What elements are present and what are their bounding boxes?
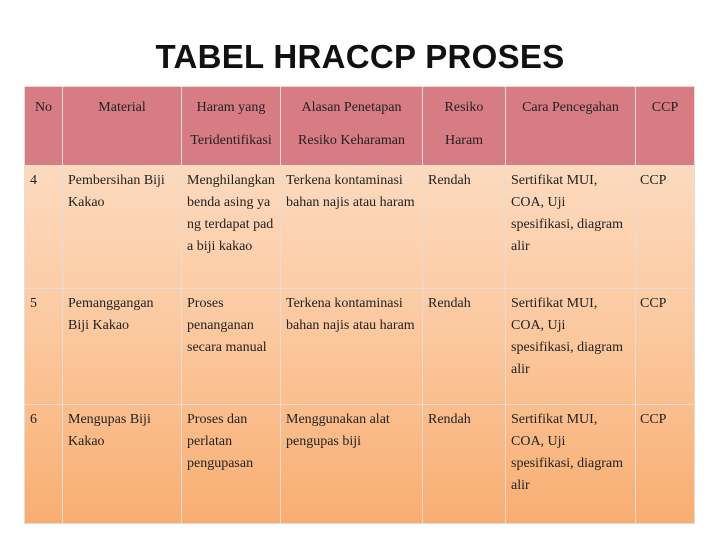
cell-no: 6 bbox=[25, 404, 63, 523]
cell-ccp: CCP bbox=[636, 289, 695, 404]
cell-haram-text: Menghilangkan benda asing yang terdapat pada biji kakao bbox=[187, 173, 275, 254]
header-material-label: Material bbox=[98, 100, 146, 115]
cell-no: 4 bbox=[25, 166, 63, 289]
cell-resiko: Rendah bbox=[423, 404, 506, 523]
header-cara bbox=[506, 87, 636, 166]
header-material bbox=[63, 87, 182, 166]
cell-material: Mengupas Biji Kakao bbox=[63, 404, 182, 523]
cell-no: 5 bbox=[25, 289, 63, 404]
table-row bbox=[25, 166, 695, 289]
header-resiko-line2: Haram bbox=[444, 133, 484, 148]
cell-alasan: Terkena kontaminasi bahan najis atau haram bbox=[281, 166, 423, 289]
header-alasan bbox=[281, 87, 423, 166]
header-haram-line1: Haram yang bbox=[196, 100, 266, 115]
header-ccp bbox=[636, 87, 695, 166]
header-haram bbox=[182, 87, 281, 166]
header-haram-line2: Teridentifikasi bbox=[190, 133, 272, 148]
header-alasan-line1: Alasan Penetapan bbox=[301, 100, 402, 115]
header-resiko-line1: Resiko bbox=[444, 100, 484, 115]
cell-resiko: Rendah bbox=[423, 289, 506, 404]
hraccp-table-container bbox=[24, 86, 694, 524]
header-alasan-line2: Resiko Keharaman bbox=[298, 133, 405, 148]
cell-material: Pemanggangan Biji Kakao bbox=[63, 289, 182, 404]
cell-cara: Sertifikat MUI, COA, Uji spesifikasi, diagram alir bbox=[506, 289, 636, 404]
cell-cara: Sertifikat MUI, COA, Uji spesifikasi, diagram alir bbox=[506, 404, 636, 523]
cell-alasan: Menggunakan alat pengupas biji bbox=[281, 404, 423, 523]
table-header-row bbox=[25, 87, 695, 166]
header-ccp-label: CCP bbox=[651, 100, 679, 115]
cell-alasan: Terkena kontaminasi bahan najis atau haram bbox=[281, 289, 423, 404]
cell-haram bbox=[182, 166, 281, 289]
header-cara-label: Cara Pencegahan bbox=[522, 100, 619, 115]
cell-ccp: CCP bbox=[636, 166, 695, 289]
table-row bbox=[25, 289, 695, 404]
cell-haram: Proses penanganan secara manual bbox=[182, 289, 281, 404]
cell-haram: Proses dan perlatan pengupasan bbox=[182, 404, 281, 523]
table-row bbox=[25, 404, 695, 523]
cell-resiko: Rendah bbox=[423, 166, 506, 289]
header-resiko bbox=[423, 87, 506, 166]
cell-cara: Sertifikat MUI, COA, Uji spesifikasi, diagram alir bbox=[506, 166, 636, 289]
hraccp-table bbox=[24, 86, 695, 524]
page-title: TABEL HRACCP PROSES bbox=[155, 38, 565, 75]
cell-ccp: CCP bbox=[636, 404, 695, 523]
header-no-label: No bbox=[34, 100, 53, 115]
cell-material: Pembersihan Biji Kakao bbox=[63, 166, 182, 289]
header-no bbox=[25, 87, 63, 166]
